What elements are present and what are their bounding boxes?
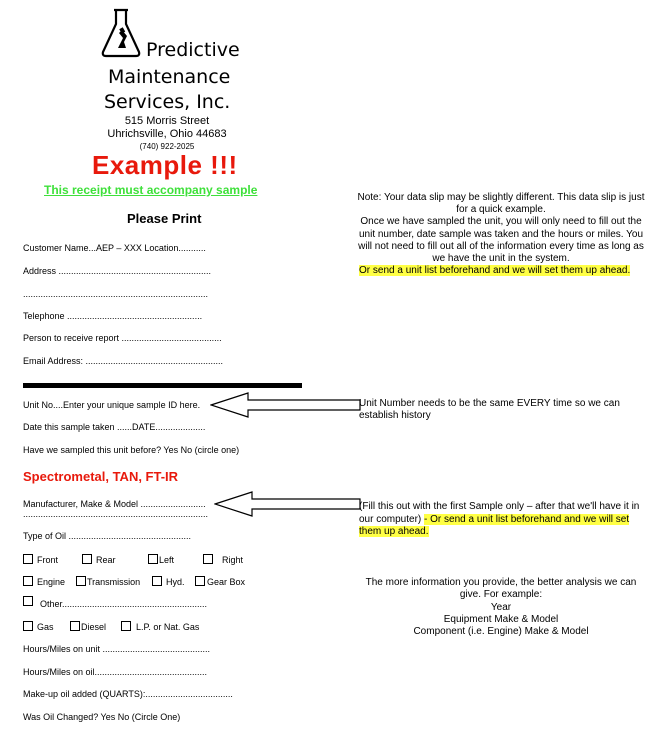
engine-checkbox[interactable]: Engine [23,576,65,587]
hours-on-oil-field[interactable]: Hours/Miles on oil............................................. [23,667,208,677]
more-info-text: The more information you provide, the better analysis we can give. For example: [365,577,637,601]
checkbox-box[interactable] [195,576,205,586]
gearbox-checkbox[interactable]: Gear Box [195,576,245,587]
checkbox-box[interactable] [23,576,33,586]
right-checkbox[interactable]: Right [203,554,243,565]
manufacturer-field-line2[interactable]: .......................................................................... [23,509,209,519]
first-sample-note [359,501,649,539]
data-slip-text: Note: Your data slip may be slightly different. This data slip is just for a quick example. [357,192,645,216]
checkbox-box[interactable] [76,576,86,586]
sample-date-field[interactable]: Date this sample taken ......DATE.................... [23,422,206,432]
section-divider [23,383,302,388]
company-name-line3: Services, Inc. [104,91,231,113]
hours-on-unit-field[interactable]: Hours/Miles on unit ........................................... [23,644,211,654]
company-name-line2: Maintenance [108,66,231,88]
lp-gas-checkbox[interactable]: L.P. or Nat. Gas [121,621,199,632]
first-sample-text: (Fill this out with the first Sample only – after that we'll have it in our computer) [359,501,640,525]
other-checkbox[interactable] [23,596,37,610]
checkbox-box[interactable] [121,621,131,631]
gas-checkbox[interactable]: Gas [23,621,54,632]
unit-number-field[interactable]: Unit No....Enter your unique sample ID here. [23,400,201,410]
hydraulic-checkbox[interactable]: Hyd. [152,576,185,587]
first-sample-highlight: - Or send a unit list beforehand and we will set them up ahead. [359,513,630,537]
diesel-checkbox[interactable]: Diesel [70,621,106,632]
example-heading: Example !!! [92,150,238,180]
other-field[interactable]: Other.......................................................... [40,599,208,609]
company-street: 515 Morris Street [124,115,210,127]
arrow-left-icon [210,392,362,418]
telephone-field[interactable]: Telephone ...................................................... [23,311,203,321]
receipt-notice: This receipt must accompany sample [44,183,258,197]
checkbox-box[interactable] [203,554,213,564]
unit-number-note: Unit Number needs to be the same EVERY time so we can establish history [359,398,620,421]
sampled-before-field[interactable]: Have we sampled this unit before? Yes No (circle one) [23,445,240,455]
makeup-oil-field[interactable]: Make-up oil added (QUARTS):................................... [23,689,233,699]
checkbox-box[interactable] [82,554,92,564]
customer-name-field[interactable]: Customer Name...AEP – XXX Location........... [23,243,206,253]
checkbox-box[interactable] [148,554,158,564]
example-component: Component (i.e. Engine) Make & Model [413,626,589,638]
data-slip-note [356,192,646,277]
checkbox-box[interactable] [23,621,33,631]
address-field[interactable]: Address ............................................................. [23,266,212,276]
unit-list-highlight: Or send a unit list beforehand and we will set them up ahead. [359,265,631,277]
company-phone: (740) 922-2025 [139,142,195,151]
checkbox-box[interactable] [23,596,33,606]
more-info-note [356,577,646,638]
company-city: Uhrichsville, Ohio 44683 [107,128,227,140]
manufacturer-field[interactable]: Manufacturer, Make & Model .......................... [23,499,206,509]
oil-changed-field[interactable]: Was Oil Changed? Yes No (Circle One) [23,712,181,722]
company-name-line1: Predictive [146,39,240,61]
checkbox-box[interactable] [70,621,80,631]
oil-type-field[interactable]: Type of Oil ................................................. [23,531,192,541]
address-field-line2[interactable]: .......................................................................... [23,289,209,299]
front-checkbox[interactable]: Front [23,554,58,565]
checkbox-box[interactable] [152,576,162,586]
arrow-left-icon [214,491,362,517]
checkbox-box[interactable] [23,554,33,564]
transmission-checkbox[interactable]: Transmission [76,576,140,587]
please-print-heading: Please Print [127,211,202,226]
example-equipment: Equipment Make & Model [443,613,559,625]
rear-checkbox[interactable]: Rear [82,554,116,565]
example-year: Year [490,601,512,613]
flask-microscope-logo [100,8,142,58]
report-recipient-field[interactable]: Person to receive report ........................................ [23,333,222,343]
email-field[interactable]: Email Address: ....................................................... [23,356,224,366]
left-checkbox[interactable]: Left [148,554,174,565]
once-sampled-text: Once we have sampled the unit, you will only need to fill out the unit number, date sample was taken and the hours or miles. You will not need to fill out all of the information every time as long as we have the unit in the system. [358,216,644,265]
spectrometal-heading: Spectrometal, TAN, FT-IR [23,469,179,484]
